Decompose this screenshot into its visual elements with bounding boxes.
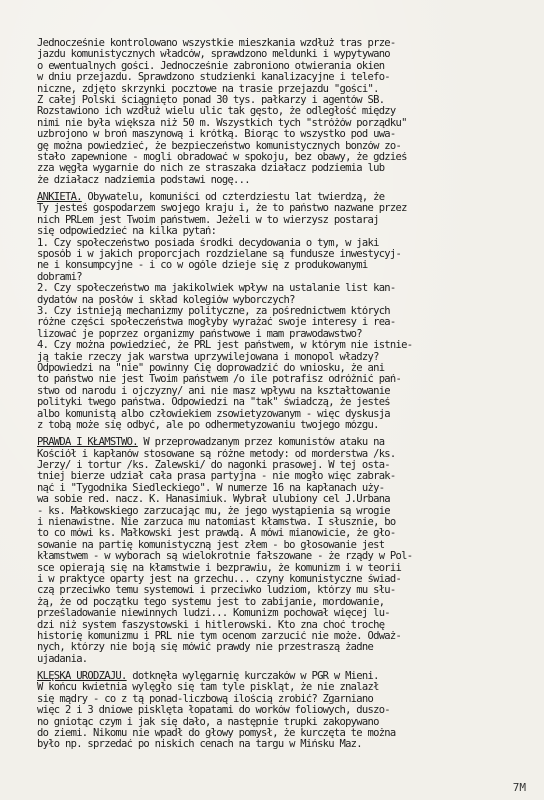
text-line: to co mówi ks. Małkowski jest prawdą. A mówi mianowicie, że gło- [37, 528, 396, 540]
typewritten-text [37, 38, 521, 751]
text-line: zza węgła wygarnie do nich ze straszaka działacz podziemia lub [37, 163, 385, 175]
text-line: sposób i w jakich proporcjach rozdzielane są fundusze inwestycyj- [37, 249, 402, 261]
text-line: się mądry - co z tą ponad-liczbową ilością zrobić? Zgarniano [37, 693, 374, 705]
text-line: dzi niż system faszystowski i hitlerowski. Kto zna choć trochę [37, 619, 385, 631]
text-line: i w praktyce oparty jest na grzechu... czyny komunistyczne świad- [37, 573, 402, 585]
paragraph-prawda-i-klamstwo [37, 437, 521, 665]
text-line: ne i konsumpcyjne - i co w ogóle dzieje się z produkowanymi [37, 260, 368, 272]
text-line: ją takie rzeczy jak warstwa uprzywilejowana i monopol władzy? [37, 351, 379, 363]
paragraph-ankieta [37, 192, 521, 431]
text-line: sce opierają się na kłamstwie i bezprawiu, że komunizm i w teorii [37, 562, 402, 574]
text-line: nimi nie była większa niż 50 m. Wszystkich tych "stróżów porządku" [37, 117, 407, 129]
text-line [37, 192, 521, 203]
text-span: W przeprowadzanym przez komunistów ataku na [137, 437, 385, 449]
paragraph-intro [37, 38, 521, 186]
text-line: jazdu komunistycznych władców, sprawdzono meldunki i wypytywano [37, 49, 390, 61]
text-line: prześladowanie niewinnych ludzi... Komunizm pochował więcej lu- [37, 608, 390, 620]
text-line: tniej bierze udział cała prasa partyjna - nie mogło więc zabrak- [37, 471, 396, 483]
text-line: było np. sprzedać po niskich cenach na targu w Mińsku Maz. [37, 739, 362, 751]
section-heading: KLĘSKA URODZAJU. [37, 671, 127, 683]
text-line: gę można powiedzieć, że bezpieczeństwo komunistycznych bonzów zo- [37, 140, 402, 152]
section-heading: ANKIETA. [37, 192, 82, 204]
text-line: albo komunistą albo człowiekiem zsowietyzowanym - więc dyskusja [37, 408, 390, 420]
text-line: historię komunizmu i PRL nie tym ocenom zarzucić nie może. Odważ- [37, 630, 402, 642]
text-line: nich PRLem jest Twoim państwem. Jeżeli w to wierzysz postaraj [37, 214, 379, 226]
text-line: nąć i "Tygodnika Siedleckiego". W numerze 16 na kapłanach uży- [37, 482, 385, 494]
text-line: stało zapewnione - mogli obradować w spokoju, bez obawy, że gdzieś [37, 151, 407, 163]
paragraph-kleska-urodzaju [37, 671, 521, 751]
text-line: 2. Czy społeczeństwo ma jakikolwiek wpływ na ustalanie list kan- [37, 283, 396, 295]
text-line: 1. Czy społeczeństwo posiada środki decydowania o tym, w jaki [37, 237, 379, 249]
text-line: Jerzy/ i tortur /ks. Zalewski/ do nagonki prasowej. W tej osta- [37, 460, 390, 472]
text-line: no gniotąc czym i jak się dało, a następnie trupki zakopywano [37, 716, 379, 728]
text-line: wa sobie red. nacz. K. Hanasimiuk. Wybrał ulubiony cel J.Urbana [37, 494, 390, 506]
text-span: dotknęła wylęgarnię kurczaków w PGR w Mieni. [126, 671, 379, 683]
text-line: i nienawistne. Nie zarzuca mu natomiast kłamstwa. I słusznie, bo [37, 517, 396, 529]
text-line: 4. Czy można powiedzieć, że PRL jest państwem, w którym nie istnie- [37, 340, 413, 352]
text-line: do ziemi. Nikomu nie wpadł do głowy pomysł, że kurczęta te można [37, 728, 396, 740]
text-line: Z całej Polski ściągnięto ponad 30 tys. pałkarzy i agentów SB. [37, 94, 385, 106]
page-mark: 7M [512, 781, 526, 794]
text-line: o ewentualnych gości. Jednocześnie zabroniono otwierania okien [37, 60, 385, 72]
text-line: 3. Czy istnieją mechanizmy polityczne, za pośrednictwem których [37, 305, 390, 317]
text-line: z tobą może się odbyć, ale po odhermetyzowaniu twojego mózgu. [37, 419, 379, 431]
text-line: Odpowiedzi na "nie" powinny Cię doprowadzić do wniosku, że ani [37, 362, 385, 374]
text-line: że działacz nadziemia podstawi nogę... [37, 174, 250, 186]
text-line: dobrami? [37, 271, 82, 283]
text-line: Rozstawiono ich wzdłuż wielu ulic tak gęsto, że odległość między [37, 106, 396, 118]
text-line: to państwo nie jest Twoim państwem /o ile potrafisz odróżnić pań- [37, 374, 402, 386]
text-span: Obywatelu, komuniści od czterdziestu lat twierdzą, że [81, 192, 385, 204]
text-line: kłamstwem - w wyborach są wielokrotnie fałszowane - że rządy w Pol- [37, 551, 413, 563]
text-line: sowanie na partię komunistyczną jest złem - bo głosowanie jest [37, 539, 385, 551]
text-line: - ks. Małkowskiego zarzucając mu, że jego wystąpienia są wrogie [37, 505, 390, 517]
text-line: dydatów na posłów i skład kolegiów wyborczych? [37, 294, 295, 306]
text-line: więc 2 i 3 dniowe pisklęta łopatami do worków foliowych, duszo- [37, 705, 390, 717]
text-line [37, 437, 521, 448]
text-line: w dniu przejazdu. Sprawdzono studzienki kanalizacyjne i telefo- [37, 72, 390, 84]
text-line: ujadania. [37, 653, 88, 665]
text-line: żą, że od początku tego systemu jest to zabijanie, mordowanie, [37, 596, 385, 608]
text-line: stwo od narodu i ojczyzny/ ani nie masz wpływu na kształtowanie [37, 385, 390, 397]
text-line: uzbrojono w broń maszynową i krótką. Biorąc to wszystko pod uwa- [37, 129, 396, 141]
text-line: polityki twego państwa. Odpowiedzi na "tak" świadczą, że jesteś [37, 397, 390, 409]
text-line: Ty jesteś gospodarzem swojego kraju i, że to państwo nazwane przez [37, 203, 407, 215]
text-line: różne części społeczeństwa mogłyby wyrażać swoje interesy i rea- [37, 317, 396, 329]
text-line: lizować je poprzez organizmy państwowe i mam prawodawstwo? [37, 328, 362, 340]
section-heading: PRAWDA I KŁAMSTWO. [37, 437, 138, 449]
text-line [37, 671, 521, 682]
text-line: czą przeciwko temu systemowi i przeciwko ludziom, którzy mu słu- [37, 585, 396, 597]
text-line: Kościół i kapłanów stosowane są różne metody: od morderstwa /ks. [37, 448, 396, 460]
text-line: się odpowiedzieć na kilka pytań: [37, 226, 217, 238]
text-line: W końcu kwietnia wylęgło się tam tyle piskląt, że nie znalazł [37, 682, 379, 694]
text-line: Jednocześnie kontrolowano wszystkie mieszkania wzdłuż tras prze- [37, 38, 396, 49]
text-line: nych, którzy nie boją się mówić prawdy nie przestraszą żadne [37, 642, 374, 654]
text-line: niczne, zdjęto skrzynki pocztowe na trasie przejazdu "gości". [37, 83, 379, 95]
